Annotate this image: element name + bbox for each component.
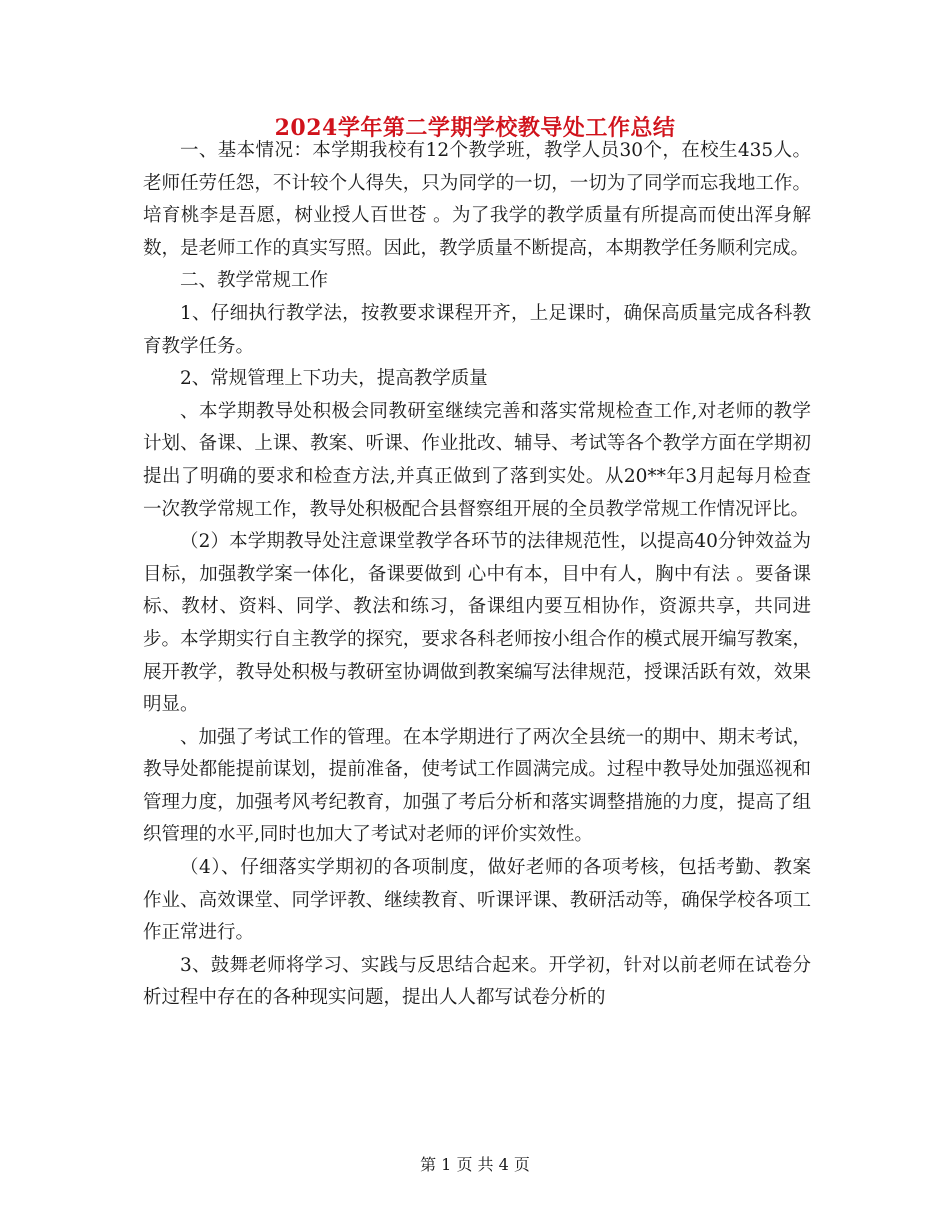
paragraph-item-3: 3、鼓舞老师将学习、实践与反思结合起来。开学初，针对以前老师在试卷分析过程中存在的各种现实问题，提出人人都写试卷分析的 — [143, 954, 811, 1009]
paragraph-exam-management: 、加强了考试工作的管理。在本学期进行了两次全县统一的期中、期末考试，教导处都能提前谋划，提前准备，使考试工作圆满完成。过程中教导处加强巡视和管理力度，加强考风考纪教育，加强了考后分析和落实调整措施的力度，提高了组织管理的水平,同时也加大了考试对老师的评价实效性。 — [143, 726, 811, 846]
paragraph-item-2: 2、常规管理上下功夫，提高教学质量 — [180, 368, 488, 390]
paragraph-routine-check: 、本学期教导处积极会同教研室继续完善和落实常规检查工作,对老师的教学计划、备课、上课、教案、听课、作业批改、辅导、考试等各个教学方面在学期初提出了明确的要求和检查方法,并真正做到了落到实处。从20**年3月起每月检查一次教学常规工作，教导处积极配合县督察组开展的全员教学常规工作情况评比。 — [143, 400, 811, 520]
section-heading-teaching-routine: 二、教学常规工作 — [180, 270, 329, 292]
document-title: 2024学年第二学期学校教导处工作总结 — [274, 115, 676, 141]
paragraph-assessment: （4）、仔细落实学期初的各项制度，做好老师的各项考核，包括考勤、教案作业、高效课堂、同学评教、继续教育、听课评课、教研活动等，确保学校各项工作正常进行。 — [143, 857, 811, 944]
paragraph-classroom-norms: （2）本学期教导处注意课堂教学各环节的法律规范性，以提高40分钟效益为目标，加强教学案一体化，备课要做到 心中有本，目中有人，胸中有法 。要备课标、教材、资料、同学、教法和练习，备课组内要互相协作，资源共享，共同进步。本学期实行自主教学的探究，要求各科老师按小组合作的模式展开编写教案，展开教学，教导处积极与教研室协调做到教案编写法律规范，授课活跃有效，效果明显。 — [143, 531, 811, 716]
document-body — [143, 135, 811, 1015]
page-footer: 第 1 页 共 4 页 — [420, 1155, 530, 1174]
paragraph-basic-situation: 一、基本情况：本学期我校有12个教学班，教学人员30个，在校生435人。老师任劳任怨，不计较个人得失，只为同学的一切，一切为了同学而忘我地工作。 培育桃李是吾愿，树业授人百世苍 。为了我学的教学质量有所提高而使出浑身解数，是老师工作的真实写照。因此，教学质量不断提高，本期教学任务顺利完成。 — [143, 140, 811, 259]
paragraph-item-1: 1、仔细执行教学法，按教要求课程开齐，上足课时，确保高质量完成各科教育教学任务。 — [143, 302, 811, 357]
